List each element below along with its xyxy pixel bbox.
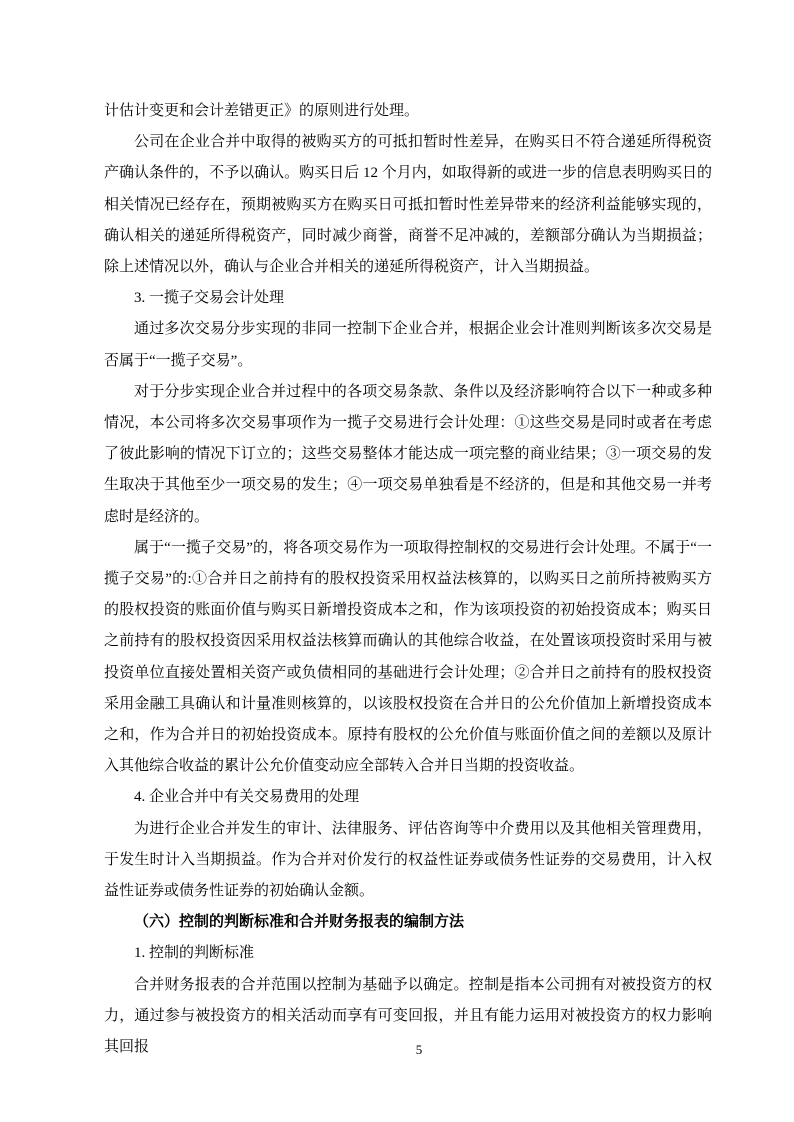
section-heading: （六）控制的判断标准和合并财务报表的编制方法 [134,914,465,931]
paragraph: 属于“一揽子交易”的，将各项交易作为一项取得控制权的交易进行会计处理。不属于“一揽子交易”的:①合并日之前持有的股权投资采用权益法核算的，以购买日之前所持被购买方的股权投资的账面价值与购买日新增投资成本之和，作为该项投资的初始投资成本；购买日之前持有的股权投资因采用权益法核算而确认的其他综合收益，在处置该项投资时采用与被投资单位直接处置相关资产或负债相同的基础进行会计处理；②合并日之前持有的股权投资采用金融工具确认和计量准则核算的，以该股权投资在合并日的公允价值加上新增投资成本之和，作为合并日的初始投资成本。原持有股权的公允价值与账面价值之间的差额以及原计入其他综合收益的累计公允价值变动应全部转入合并日当期的投资收益。 [104,539,712,775]
section-item-heading: 1. 控制的判断标准 [134,945,255,962]
document-body [104,96,712,1063]
page-number: 5 [415,1042,423,1057]
paragraph: 为进行企业合并发生的审计、法律服务、评估咨询等中介费用以及其他相关管理费用，于发生时计入当期损益。作为合并对价发行的权益性证券或债务性证券的交易费用，计入权益性证券或债务性证券的初始确认金额。 [104,820,712,900]
section-item-heading: 4. 企业合并中有关交易费用的处理 [134,789,360,806]
paragraph: 公司在企业合并中取得的被购买方的可抵扣暂时性差异，在购买日不符合递延所得税资产确认条件的，不予以确认。购买日后 12 个月内，如取得新的或进一步的信息表明购买日的相关情况已经存在，预期被购买方在购买日可抵扣暂时性差异带来的经济利益能够实现的，确认相关的递延所得税资产，同时减少商誉，商誉不足冲减的，差额部分确认为当期损益；除上述情况以外，确认与企业合并相关的递延所得税资产，计入当期损益。 [104,134,712,276]
paragraph: 合并财务报表的合并范围以控制为基础予以确定。控制是指本公司拥有对被投资方的权力，通过参与被投资方的相关活动而享有可变回报，并且有能力运用对被投资方的权力影响其回报 [104,976,712,1056]
paragraph: 通过多次交易分步实现的非同一控制下企业合并，根据企业会计准则判断该多次交易是否属于“一揽子交易”。 [104,321,712,369]
paragraph: 对于分步实现企业合并过程中的各项交易条款、条件以及经济影响符合以下一种或多种情况，本公司将多次交易事项作为一揽子交易进行会计处理：①这些交易是同时或者在考虑了彼此影响的情况下订立的；这些交易整体才能达成一项完整的商业结果；③一项交易的发生取决于其他至少一项交易的发生；④一项交易单独看是不经济的，但是和其他交易一并考虑时是经济的。 [104,383,712,525]
section-item-heading: 3. 一揽子交易会计处理 [134,290,285,307]
paragraph-continuation: 计估计变更和会计差错更正》的原则进行处理。 [104,103,420,119]
